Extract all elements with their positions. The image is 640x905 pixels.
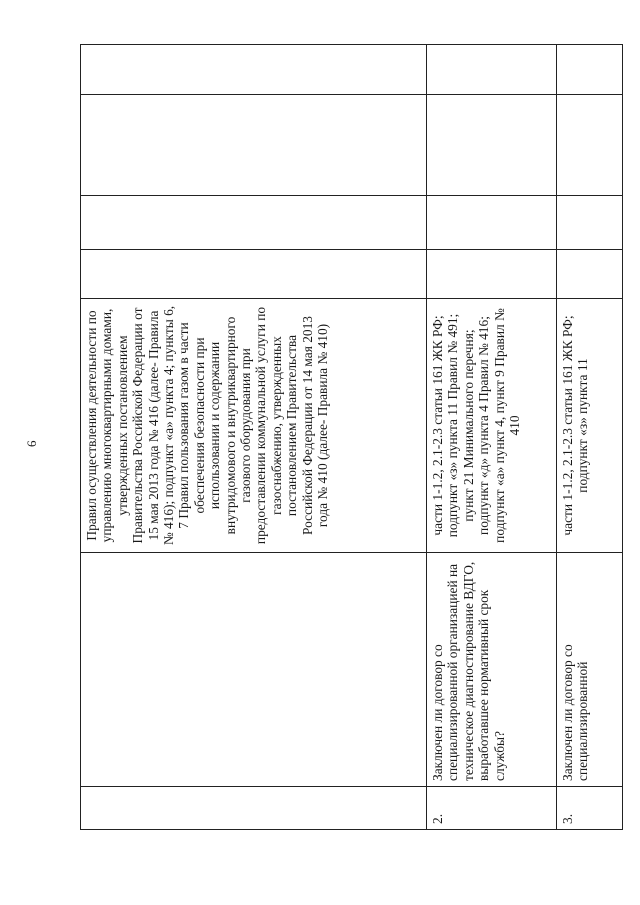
table-row xyxy=(81,45,427,830)
checklist-table xyxy=(80,44,623,830)
answer-no-cell xyxy=(81,196,427,250)
checklist-sheet xyxy=(80,45,622,830)
not-applicable-cell xyxy=(81,95,427,196)
table-row xyxy=(557,45,623,830)
answer-no-cell xyxy=(557,196,623,250)
row-number: 3. xyxy=(557,787,623,830)
answer-yes-cell xyxy=(81,250,427,299)
not-applicable-cell xyxy=(427,95,557,196)
table-row xyxy=(427,45,557,830)
answer-yes-cell xyxy=(557,250,623,299)
not-applicable-cell xyxy=(557,95,623,196)
row-number xyxy=(81,787,427,830)
notes-cell xyxy=(81,45,427,95)
row-number: 2. xyxy=(427,787,557,830)
question-cell: Заключен ли договор со специализированной организацией на техническое диагностирование ВДГО, выработавшее нормативный срок службы? xyxy=(427,553,557,787)
question-cell xyxy=(81,553,427,787)
page-number: 6 xyxy=(24,440,39,447)
notes-cell xyxy=(557,45,623,95)
question-cell: Заключен ли договор со специализированной xyxy=(557,553,623,787)
answer-no-cell xyxy=(427,196,557,250)
answer-yes-cell xyxy=(427,250,557,299)
legal-reference-cell: Правил осуществления деятельности по управлению многоквартирными домами, утвержденных постановлением Правительства Российской Федерации от 15 мая 2013 года № 416 (далее- Правила № 416); подпункт «а» пункта 4; пункты 6, 7 Правил пользования газом в части обеспечения безопасности при использовании и содержании внутридомового и внутриквартирного газового оборудования при предоставлении коммунальной услуги по газоснабжению, утвержденных постановлением Правительства Российской Федерации от 14 мая 2013 года № 410 (далее- Правила № 410) xyxy=(81,299,427,553)
notes-cell xyxy=(427,45,557,95)
legal-reference-cell: части 1-1.2, 2.1-2.3 статьи 161 ЖК РФ; подпункт «з» пункта 11 Правил № 491; пункт 21 Минимального перечня; подпункт «д» пункта 4 Правил № 416; подпункт «а» пункт 4, пункт 9 Правил № 410 xyxy=(427,299,557,553)
legal-reference-cell: части 1-1.2, 2.1-2.3 статьи 161 ЖК РФ; подпункт «з» пункта 11 xyxy=(557,299,623,553)
